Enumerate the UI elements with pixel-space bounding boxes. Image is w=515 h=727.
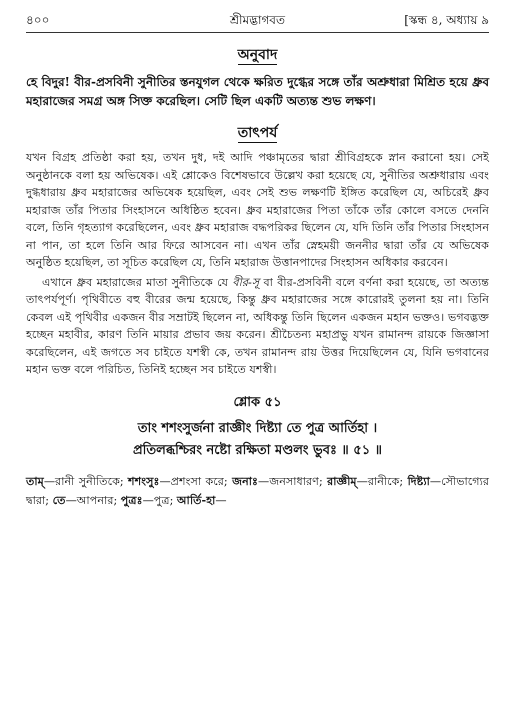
synonym-word: শশংসুঃ: [128, 473, 160, 488]
synonym-meaning: পুত্র;: [153, 493, 177, 507]
verse-text: [26, 418, 489, 462]
synonym-word: পুত্রঃ: [120, 492, 143, 507]
synonym-word: তাম্: [26, 473, 44, 488]
synonym-meaning: প্রশংসা করে;: [170, 474, 233, 488]
header-divider: [26, 32, 489, 33]
purport-body: [26, 149, 489, 379]
synonyms: তাম্—রানী সুনীতিকে; শশংসুঃ—প্রশংসা করে; জনাঃ—জনসাধারণ; রাজ্ঞীম্—রানীকে; দিষ্ট্যা—সৌভাগ্যের দ্বারা; তে—আপনার; পুত্রঃ—পুত্র; আর্তি-হা—: [26, 473, 489, 507]
page-number: ৪০০: [26, 13, 50, 27]
synonym-word: তে: [52, 492, 66, 507]
purport-heading: তাৎপর্য: [237, 125, 278, 141]
synonym-meaning: রানীকে;: [367, 474, 408, 488]
synonym-meaning: সৌভাগ্যের দ্বারা;: [26, 474, 489, 507]
purport-paragraph-1: যখন বিগ্রহ প্রতিষ্ঠা করা হয়, তখন দুধ, দই আদি পঞ্চামৃতের দ্বারা শ্রীবিগ্রহকে স্নান করানো হয়। সেই অনুষ্ঠানকে বলা হয় অভিষেক। এই শ্লোকেও বিশেষভাবে উল্লেখ করা হয়েছে যে, সুনীতির অশ্রুধারায় এবং দুগ্ধধারায় ধ্রুব মহারাজের অভিষেক হয়েছিল, এবং সেই শুভ লক্ষণটি ইঙ্গিত করেছিল যে, অচিরেই ধ্রুব মহারাজ তাঁর পিতার সিংহাসনে অধিষ্ঠিত হবেন। ধ্রুব মহারাজের পিতা তাঁকে তাঁর কোলে বসতে দেননি বলে, তিনি গৃহত্যাগ করেছিলেন, এবং ধ্রুব মহারাজ বদ্ধপরিকর ছিলেন যে, যদি তিনি তাঁর পিতার সিংহাসন না পান, তা হলে তিনি আর ফিরে আসবেন না। এখন তাঁর স্নেহময়ী জননীর দ্বারা তাঁর যে অভিষেক অনুষ্ঠিত হয়েছিল, তা সূচিত করেছিল যে, তিনি মহারাজ উত্তানপাদের সিংহাসন অধিকার করবেন।: [26, 151, 489, 269]
verse-line-1: তাং শশংসুর্জনা রাজ্ঞীং দিষ্ট্যা তে পুত্র আর্তিহা ।: [137, 420, 378, 436]
synonym-word: জনাঃ: [232, 473, 258, 488]
synonym-word: রাজ্ঞীম্: [327, 473, 357, 488]
verse-line-2: প্রতিলব্ধশ্চিরং নষ্টো রক্ষিতা মণ্ডলং ভুবঃ ॥ ৫১ ॥: [132, 442, 383, 458]
running-header: [26, 8, 489, 30]
translation-heading: অনুবাদ: [237, 47, 278, 63]
chapter-reference: [স্কন্ধ ৪, অধ্যায় ৯: [404, 13, 489, 27]
italic-term: বীর-সূ: [232, 275, 260, 289]
book-title: শ্রীমদ্ভাগবত: [229, 13, 285, 27]
verse-heading: শ্লোক ৫১: [233, 394, 282, 410]
purport-paragraph-2: এখানে ধ্রুব মহারাজের মাতা সুনীতিকে যে বীর-সূ বা বীর-প্রসবিনী বলে বর্ণনা করা হয়েছে, তা অত্যন্ত তাৎপর্যপূর্ণ। পৃথিবীতে বহু বীরের জন্ম হয়েছে, কিন্তু ধ্রুব মহারাজের সঙ্গে কারোরই তুলনা হয় না। তিনি কেবল এই পৃথিবীর একজন বীর সম্রাটই ছিলেন না, অধিকন্তু তিনি ছিলেন একজন মহান ভক্তও। ভগবদ্ভক্ত হচ্ছেন মহাবীর, কারণ তিনি মায়ার প্রভাব জয় করেন। শ্রীচৈতন্য মহাপ্রভু যখন রামানন্দ রায়কে জিজ্ঞাসা করেছিলেন, এই জগতে সব চাইতে যশস্বী কে, তখন রামানন্দ রায় উত্তর দিয়েছিলেন যে, যিনি ভগবানের মহান ভক্ত বলে পরিচিত, তিনিই হচ্ছেন সব চাইতে যশস্বী।: [26, 275, 489, 376]
synonym-word: আর্তি-হা: [176, 492, 216, 507]
synonym-meaning: আপনার;: [76, 493, 121, 507]
translation-text: হে বিদুর! বীর-প্রসবিনী সুনীতির স্তনযুগল থেকে ক্ষরিত দুগ্ধের সঙ্গে তাঁর অশ্রুধারা মিশ্রিত হয়ে ধ্রুব মহারাজের সমগ্র অঙ্গ সিক্ত করেছিল। সেটি ছিল একটি অত্যন্ত শুভ লক্ষণ।: [26, 75, 489, 108]
synonym-word: দিষ্ট্যা: [407, 473, 430, 488]
synonym-meaning: রানী সুনীতিকে;: [55, 474, 129, 488]
synonym-meaning: জনসাধারণ;: [269, 474, 328, 488]
